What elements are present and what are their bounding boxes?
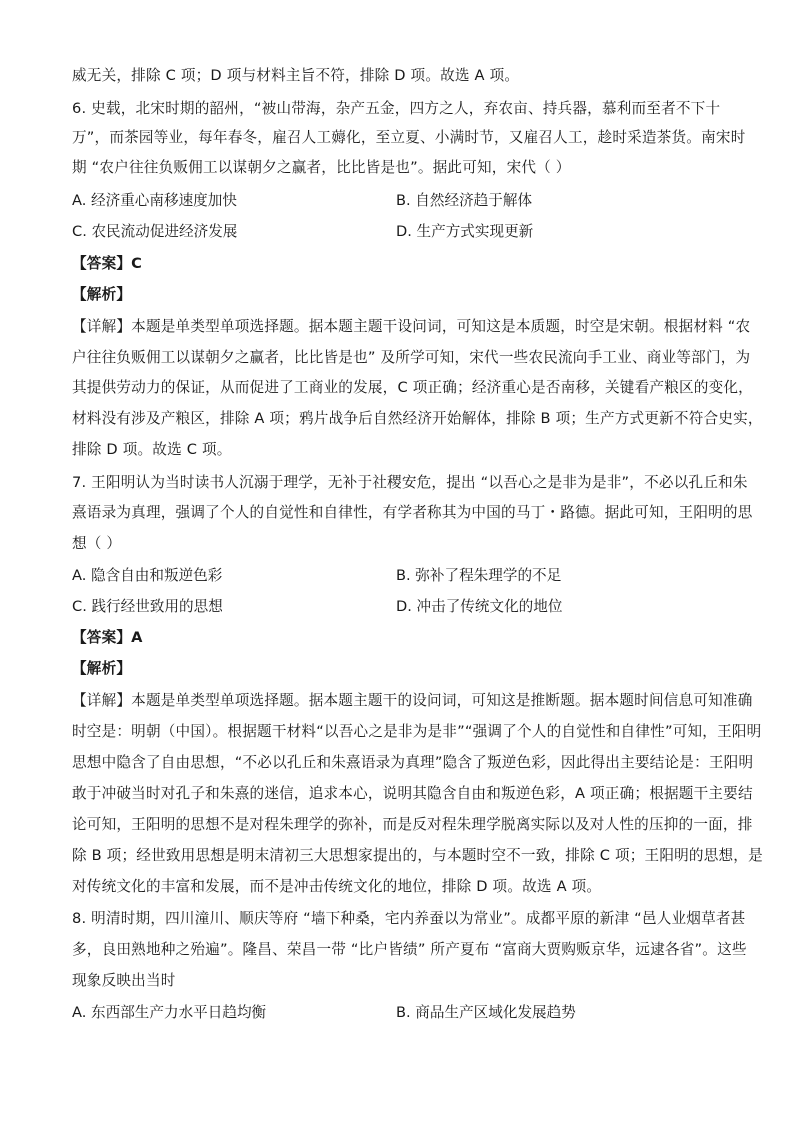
explanation-line: 论可知，王阳明的思想不是对程朱理学的弥补，而是反对程朱理学脱离实际以及对人性的压抑的一面，排 (72, 816, 753, 833)
explanation-line: 敢于冲破当时对孔子和朱熹的迷信，追求本心，说明其隐含自由和叛逆色彩，A 项正确；根据题干主要结 (72, 785, 753, 802)
explanation-line: 户往往负贩佣工以谋朝夕之赢者，比比皆是也” 及所学可知，宋代一些农民流向手工业、商业等部门，为 (72, 349, 751, 366)
explanation-line: 对传统文化的丰富和发展，而不是冲击传统文化的地位，排除 D 项。故选 A 项。 (72, 878, 602, 895)
explanation-line: 时空是：明朝（中国）。根据题干材料“以吾心之是非为是非”“强调了个人的自觉性和自律性”可知，王阳明 (72, 723, 762, 740)
explanation-line: 排除 D 项。故选 C 项。 (72, 441, 232, 458)
explanation-line: 【详解】本题是单类型单项选择题。据本题主题干设问词，可知这是本质题，时空是宋朝。根据材料 “农 (72, 318, 751, 335)
text-line: 现象反映出当时 (72, 972, 176, 989)
text-line: 多，良田熟地种之殆遍”。隆昌、荣昌一带 “比户皆绩” 所产夏布 “富商大贾购贩京华，远逮各省”。这些 (72, 941, 747, 958)
option-d[interactable]: D. 冲击了传统文化的地位 (396, 598, 563, 615)
question-7-stem: 7. 王阳明认为当时读书人沉溺于理学，无补于社稷安危，提出 “以吾心之是非为是非”，不必以孔丘和朱 (72, 474, 748, 491)
option-d[interactable]: D. 生产方式实现更新 (396, 223, 534, 240)
analysis-label: 【解析】 (72, 660, 132, 677)
explanation-line: 材料没有涉及产粮区，排除 A 项；鸦片战争后自然经济开始解体，排除 B 项；生产方式更新不符合史实， (72, 410, 763, 427)
text-line: 威无关，排除 C 项；D 项与材料主旨不符，排除 D 项。故选 A 项。 (72, 67, 520, 84)
explanation-line: 【详解】本题是单类型单项选择题。据本题主题干的设问词，可知这是推断题。据本题时间信息可知准确 (72, 692, 753, 709)
option-b[interactable]: B. 商品生产区域化发展趋势 (396, 1004, 576, 1021)
option-a[interactable]: A. 经济重心南移速度加快 (72, 192, 237, 209)
answer-label: 【答案】C (72, 255, 143, 272)
option-b[interactable]: B. 自然经济趋于解体 (396, 192, 533, 209)
question-8-stem: 8. 明清时期，四川潼川、顺庆等府 “墙下种桑，宅内养蚕以为常业”。成都平原的新津 “邑人业烟草者甚 (72, 910, 746, 927)
question-6-stem: 6. 史载，北宋时期的韶州，“被山带海，杂产五金，四方之人，弃农亩、持兵器，慕利而至者不下十 (72, 100, 721, 117)
explanation-line: 除 B 项；经世致用思想是明末清初三大思想家提出的，与本题时空不一致，排除 C 项；王阳明的思想，是 (72, 847, 763, 864)
text-line: 万”，而茶园等业，每年春冬，雇召人工薅化，至立夏、小满时节，又雇召人工，趁时采造茶货。南宋时 (72, 129, 746, 146)
answer-label: 【答案】A (72, 629, 143, 646)
option-c[interactable]: C. 农民流动促进经济发展 (72, 223, 238, 240)
option-a[interactable]: A. 东西部生产力水平日趋均衡 (72, 1004, 267, 1021)
text-line: 熹语录为真理，强调了个人的自觉性和自律性，有学者称其为中国的马丁・路德。据此可知，王阳明的思 (72, 504, 753, 521)
option-b[interactable]: B. 弥补了程朱理学的不足 (396, 567, 562, 584)
option-a[interactable]: A. 隐含自由和叛逆色彩 (72, 567, 223, 584)
explanation-line: 其提供劳动力的保证，从而促进了工商业的发展，C 项正确；经济重心是否南移，关键看产粮区的变化， (72, 379, 753, 396)
explanation-line: 思想中隐含了自由思想，“不必以孔丘和朱熹语录为真理”隐含了叛逆色彩，因此得出主要结论是：王阳明 (72, 754, 754, 771)
text-line: 想（ ） (72, 535, 122, 552)
text-line: 期 “农户往往负贩佣工以谋朝夕之赢者，比比皆是也”。据此可知，宋代（ ） (72, 159, 571, 176)
option-c[interactable]: C. 践行经世致用的思想 (72, 598, 223, 615)
analysis-label: 【解析】 (72, 286, 132, 303)
